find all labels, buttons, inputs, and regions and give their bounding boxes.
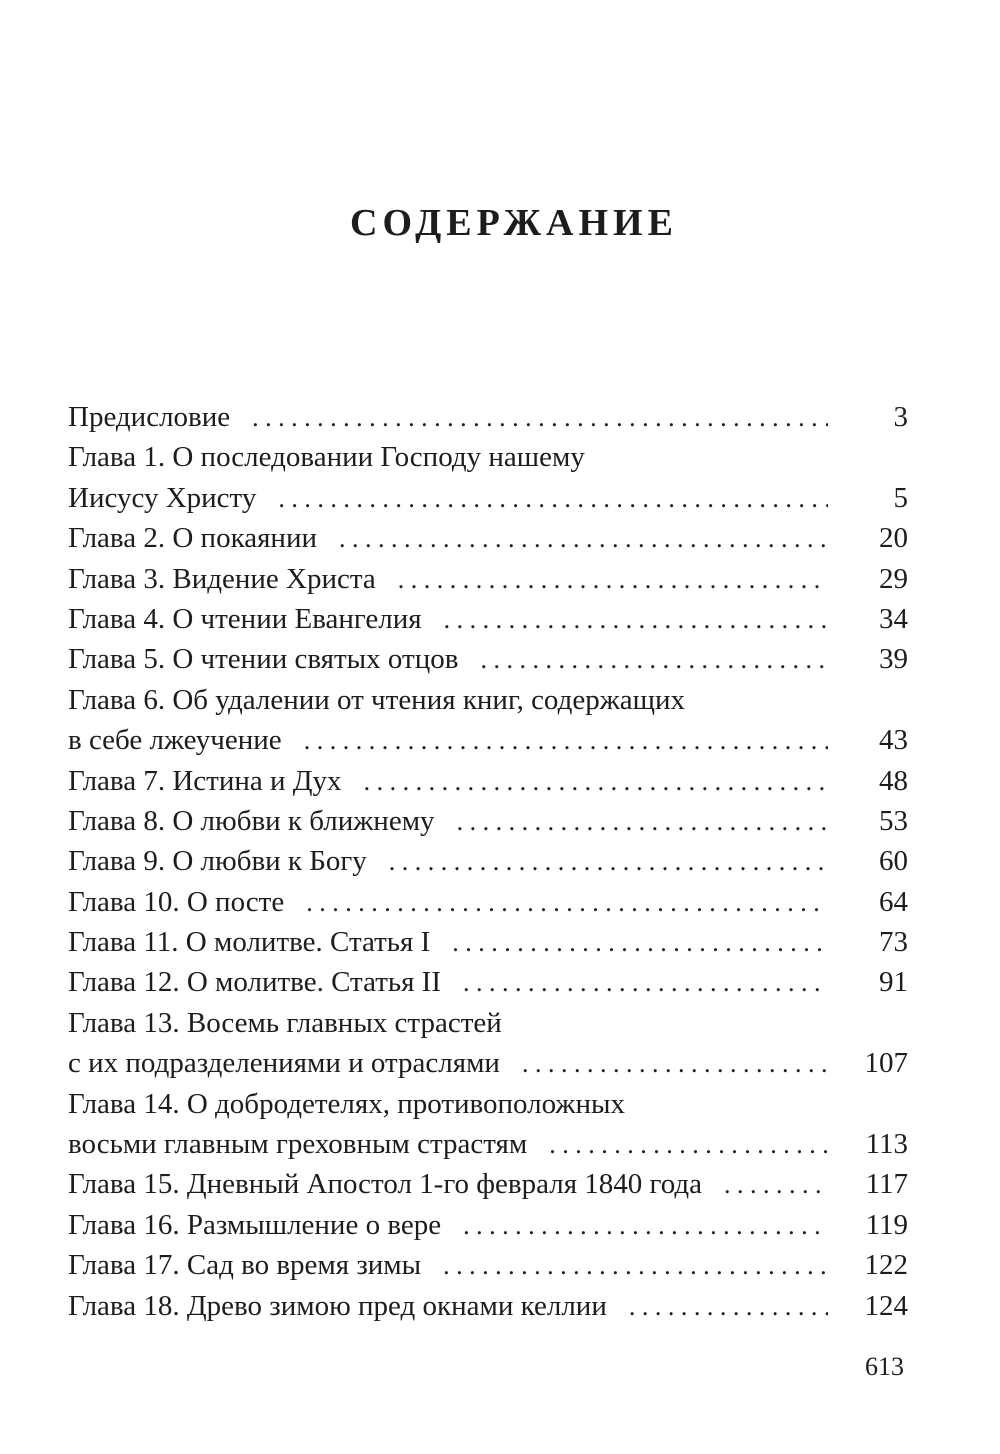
- toc-entry-title: Глава 4. О чтении Евангелия: [68, 602, 422, 635]
- toc-entry-page: 64: [879, 885, 908, 918]
- toc-entry-title: Глава 15. Дневный Апостол 1-го февраля 1840 года: [68, 1168, 703, 1201]
- toc-entry-title: Глава 12. О молитве. Статья II: [68, 966, 441, 999]
- dot-leader: [306, 883, 828, 923]
- dot-leader: [480, 640, 828, 680]
- toc-entry[interactable]: [68, 437, 908, 518]
- toc-entry-title: с их подразделениями и отраслями: [68, 1047, 500, 1080]
- toc-line: [68, 559, 908, 599]
- dot-leader: [339, 519, 828, 559]
- toc-entry-title: Глава 17. Сад во время зимы: [68, 1249, 422, 1282]
- dot-leader: [522, 1044, 828, 1084]
- toc-entry-title: Глава 9. О любви к Богу: [68, 845, 367, 878]
- toc-entry-page: 73: [879, 926, 908, 959]
- toc-line: [68, 680, 908, 720]
- toc-line: [68, 639, 908, 679]
- toc-entry[interactable]: [68, 1205, 908, 1245]
- toc-entry-title: Глава 13. Восемь главных страстей: [68, 1006, 502, 1039]
- toc-line: [68, 518, 908, 558]
- toc-entry-title: восьми главным греховным страстям: [68, 1128, 528, 1161]
- toc-line: [68, 922, 908, 962]
- toc-line: [68, 1205, 908, 1245]
- toc-entry-page: 117: [865, 1168, 908, 1201]
- toc-entry-title: Глава 16. Размышление о вере: [68, 1208, 442, 1241]
- toc-entry[interactable]: [68, 962, 908, 1002]
- toc-line: [68, 478, 908, 518]
- toc-line: [68, 437, 908, 477]
- dot-leader: [443, 1246, 828, 1286]
- dot-leader: [304, 721, 828, 761]
- toc-entry[interactable]: [68, 1245, 908, 1285]
- toc-line: [68, 1164, 908, 1204]
- dot-leader: [724, 1165, 828, 1205]
- toc-entry[interactable]: [68, 761, 908, 801]
- dot-leader: [389, 842, 828, 882]
- toc-entry-page: 124: [864, 1289, 908, 1322]
- toc-entry[interactable]: [68, 639, 908, 679]
- toc-line: [68, 1124, 908, 1164]
- toc-entry-title: Глава 7. Истина и Дух: [68, 764, 342, 797]
- dot-leader: [452, 923, 828, 963]
- toc-entry-page: 91: [879, 966, 908, 999]
- toc-entry-page: 43: [879, 724, 908, 757]
- toc-line: [68, 1286, 908, 1326]
- dot-leader: [457, 802, 828, 842]
- table-of-contents: [68, 397, 908, 1326]
- toc-entry[interactable]: [68, 599, 908, 639]
- toc-entry-page: 34: [879, 602, 908, 635]
- toc-entry[interactable]: [68, 801, 908, 841]
- dot-leader: [278, 479, 828, 519]
- toc-line: [68, 841, 908, 881]
- toc-line: [68, 720, 908, 760]
- dot-leader: [252, 398, 828, 438]
- toc-entry-title: Глава 10. О посте: [68, 885, 285, 918]
- toc-line: [68, 397, 908, 437]
- toc-entry-page: 20: [879, 522, 908, 555]
- toc-entry-title: Глава 1. О последовании Господу нашему: [68, 441, 585, 474]
- dot-leader: [364, 762, 828, 802]
- toc-line: [68, 1084, 908, 1124]
- toc-entry-page: 113: [865, 1128, 908, 1161]
- toc-line: [68, 1003, 908, 1043]
- dot-leader: [463, 963, 828, 1003]
- dot-leader: [629, 1287, 828, 1327]
- toc-line: [68, 801, 908, 841]
- page-title: СОДЕРЖАНИЕ: [350, 202, 678, 244]
- toc-entry-page: 48: [879, 764, 908, 797]
- page-number: 613: [865, 1352, 904, 1381]
- toc-entry-page: 3: [893, 401, 908, 433]
- toc-line: [68, 882, 908, 922]
- toc-line: [68, 1043, 908, 1083]
- toc-entry[interactable]: [68, 922, 908, 962]
- toc-entry-page: 53: [879, 804, 908, 837]
- toc-entry[interactable]: [68, 841, 908, 881]
- toc-entry-title: Глава 8. О любви к ближнему: [68, 804, 435, 837]
- toc-entry-page: 107: [864, 1047, 908, 1080]
- toc-entry-page: 5: [893, 481, 908, 514]
- toc-entry[interactable]: [68, 1084, 908, 1165]
- toc-entry-page: 60: [879, 845, 908, 878]
- toc-line: [68, 962, 908, 1002]
- toc-line: [68, 1245, 908, 1285]
- toc-entry-title: Иисусу Христу: [68, 481, 257, 514]
- dot-leader: [444, 600, 828, 640]
- toc-entry-title: в себе лжеучение: [68, 724, 282, 757]
- toc-entry-title: Глава 11. О молитве. Статья I: [68, 926, 431, 959]
- toc-entry-page: 119: [865, 1208, 908, 1241]
- toc-entry[interactable]: [68, 680, 908, 761]
- toc-entry[interactable]: [68, 882, 908, 922]
- toc-entry-page: 122: [864, 1249, 908, 1282]
- toc-entry[interactable]: [68, 1286, 908, 1326]
- toc-entry-title: Предисловие: [68, 401, 231, 433]
- toc-line: [68, 599, 908, 639]
- toc-entry-title: Глава 6. Об удалении от чтения книг, содержащих: [68, 683, 685, 716]
- toc-entry-title: Глава 3. Видение Христа: [68, 562, 376, 595]
- dot-leader: [463, 1206, 828, 1246]
- toc-entry[interactable]: [68, 1164, 908, 1204]
- toc-entry-title: Глава 5. О чтении святых отцов: [68, 643, 459, 676]
- toc-entry[interactable]: [68, 559, 908, 599]
- toc-entry-title: Глава 2. О покаянии: [68, 522, 317, 555]
- toc-entry[interactable]: [68, 397, 908, 437]
- dot-leader: [549, 1125, 828, 1165]
- toc-entry[interactable]: [68, 518, 908, 558]
- toc-entry-page: 29: [879, 562, 908, 595]
- toc-entry-title: Глава 18. Древо зимою пред окнами келлии: [68, 1289, 607, 1322]
- toc-entry[interactable]: [68, 1003, 908, 1084]
- toc-entry-title: Глава 14. О добродетелях, противоположных: [68, 1087, 625, 1120]
- toc-entry-page: 39: [879, 643, 908, 676]
- toc-line: [68, 761, 908, 801]
- dot-leader: [398, 560, 828, 600]
